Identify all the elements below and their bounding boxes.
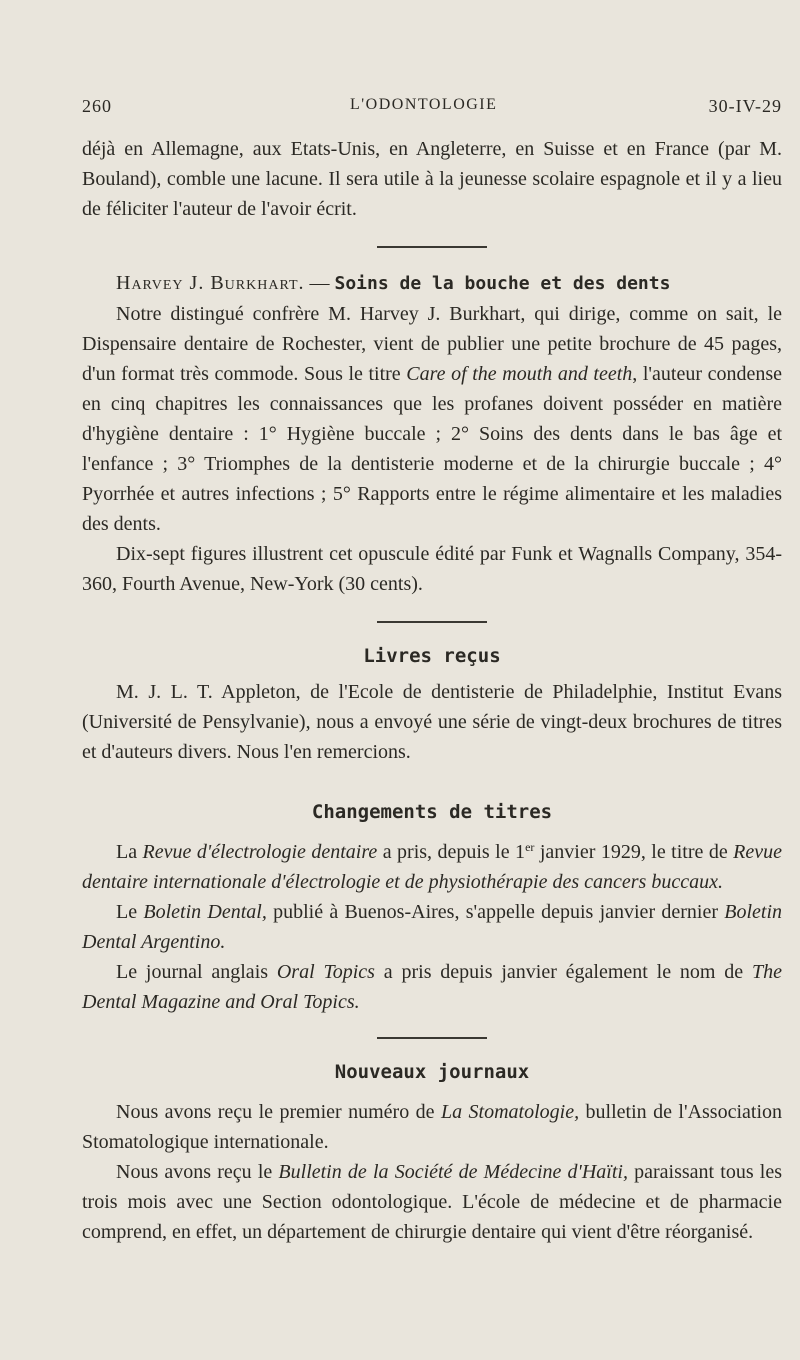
journal-name: Revue d'électrologie dentaire	[142, 841, 378, 863]
ordinal-superscript: er	[525, 840, 535, 854]
section-divider	[377, 246, 487, 248]
section-heading-changements: Changements de titres	[311, 801, 553, 823]
section-divider	[377, 1037, 487, 1039]
text-run: , l'auteur condense en cinq chapitres les connaissances que les profanes doivent posséder en matière d'hygiène dentaire : 1° Hygiène buccale ; 2° Soins des dents dans le bas âge et l'enfance ; 3° Triomphes de la dentisterie moderne et de la chirurgie buccale ; 4° Pyorrhée et autres infections ; 5° Rapports entre le régime alimentaire et les maladies des dents.	[82, 363, 782, 535]
journal-name: La Stomatologie,	[440, 1101, 580, 1123]
journal-name: Revue dentaire internationale d'électrologie et de physiothérapie des cancers buccaux.	[82, 841, 783, 893]
page-number: 260	[82, 96, 112, 116]
section-heading-livres: Livres reçus	[363, 645, 501, 667]
journal-name: Oral Topics	[276, 961, 375, 983]
burkhart-paragraph-1	[82, 299, 782, 539]
changements-paragraph-1	[82, 837, 782, 897]
burkhart-title-line	[82, 268, 782, 299]
title-dash: —	[304, 272, 335, 294]
text-run: Nous avons reçu le premier numéro de	[116, 1101, 441, 1123]
section-divider	[377, 621, 487, 623]
nouveaux-paragraph-2	[82, 1157, 782, 1247]
text-run: paraissant tous les trois mois avec une Section odontologique. L'école de médecine et de pharmacie comprend, en effet, un département de chirurgie dentaire qui vient d'être réorganisé.	[82, 1161, 782, 1243]
text-run: janvier 1929, le titre de	[534, 841, 734, 863]
text-run: La	[116, 841, 143, 863]
review-title: Soins de la bouche et des dents	[334, 273, 671, 294]
text-run: Nous avons reçu le	[116, 1161, 279, 1183]
journal-name: The Dental Magazine and Oral Topics.	[82, 961, 782, 1013]
text-run: Notre distingué confrère M. Harvey J. Burkhart, qui dirige, comme on sait, le Dispensaire dentaire de Rochester, vient de publier une petite brochure de 45 pages, d'un format très commode. Sous le titre	[82, 303, 782, 385]
text-run: Le journal anglais	[116, 961, 277, 983]
book-title: Care of the mouth and teeth	[406, 363, 633, 385]
journal-title: L'ODONTOLOGIE	[350, 96, 498, 113]
section-heading-nouveaux: Nouveaux journaux	[334, 1061, 530, 1083]
changements-paragraph-2	[82, 897, 782, 957]
page-body	[82, 134, 782, 1247]
issue-date: 30-IV-29	[708, 96, 782, 116]
review-author: Harvey J. Burkhart.	[116, 272, 305, 294]
journal-name: Boletin Dental,	[143, 901, 267, 923]
changements-paragraph-3	[82, 957, 782, 1017]
burkhart-paragraph-2: Dix-sept figures illustrent cet opuscule édité par Funk et Wagnalls Company, 354-360, Fourth Avenue, New-York (30 cents).	[82, 543, 782, 595]
journal-name: Boletin Dental Argentino.	[82, 901, 783, 953]
text-run: Le	[116, 901, 144, 923]
text-run: publié à Buenos-Aires, s'appelle depuis janvier dernier	[266, 901, 725, 923]
journal-name: Bulletin de la Société de Médecine d'Haïti,	[278, 1161, 628, 1183]
nouveaux-paragraph-1	[82, 1097, 782, 1157]
livres-paragraph: M. J. L. T. Appleton, de l'Ecole de dentisterie de Philadelphie, Institut Evans (Université de Pensylvanie), nous a envoyé une série de vingt-deux brochures de titres et d'auteurs divers. Nous l'en remercions.	[82, 681, 782, 763]
text-run: a pris, depuis le 1	[377, 841, 526, 863]
intro-paragraph: déjà en Allemagne, aux Etats-Unis, en Angleterre, en Suisse et en France (par M. Bouland), comble une lacune. Il sera utile à la jeunesse scolaire espagnole et il y a lieu de féliciter l'auteur de l'avoir écrit.	[82, 138, 782, 220]
running-head	[82, 96, 782, 122]
text-run: bulletin de l'Association Stomatologique internationale.	[82, 1101, 783, 1153]
text-run: a pris depuis janvier également le nom de	[374, 961, 752, 983]
